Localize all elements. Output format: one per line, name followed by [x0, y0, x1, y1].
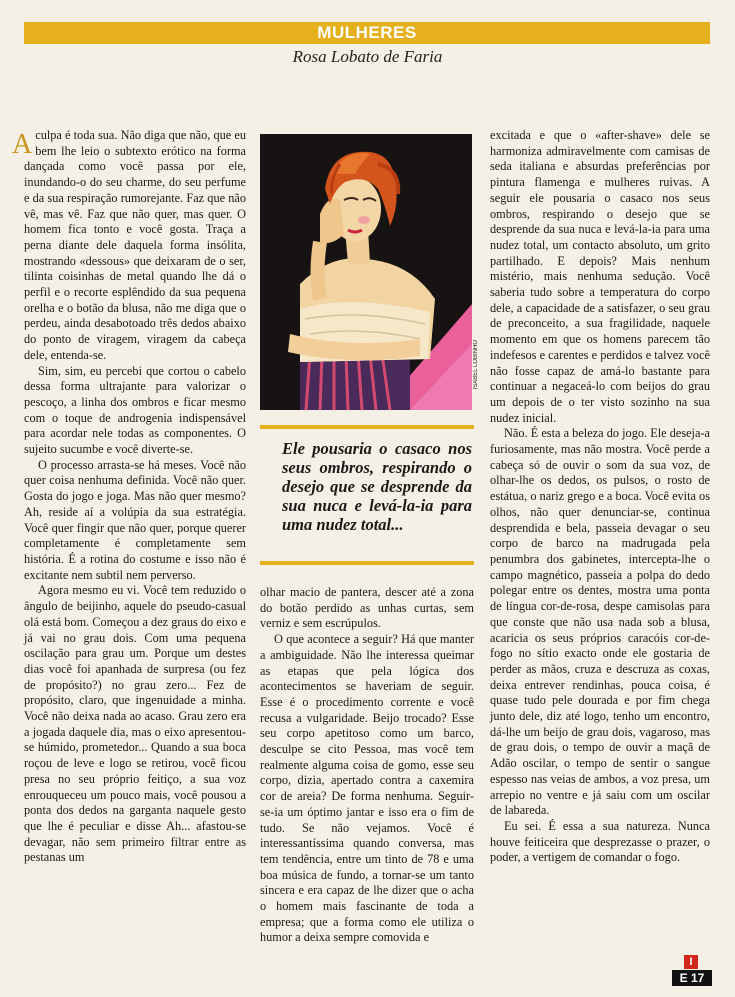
woman-illustration — [260, 134, 472, 410]
paragraph: Agora mesmo eu vi. Você tem reduzido o ângulo de beijinho, aquele do pseudo-casual olá está bom. Começou a dez graus do eixo e já vai no grau dois. Com uma pequena oscilação para grau um. Porque um destes dias você foi apanhada de surpresa (ou fez de propósito?) no grau zero... Fez de propósito, claro, que ingenuidade a minha. Você não deixa nada ao acaso. Grau zero era a jogada daquele dia, mas o eixo apresentou-se húmido, prometedor... Quando a sua boca roçou de leve e logo se retirou, você ficou presa no seu próprio feitiço, a sua voz enrouqueceu um pouco mais, você pousou a ponta dos dedos na garganta naquele gesto que lhe é peculiar e disse Ah... afastou-se devagar, não sem primeiro filtrar entre as pestanas um — [24, 583, 246, 865]
illustration-credit: ISABEL LOBINHO — [473, 340, 479, 390]
drop-cap: A — [12, 129, 33, 160]
paragraph: Não. É esta a beleza do jogo. Ele deseja-a furiosamente, mas não mostra. Você perde a cabeça só de ouvir o som da sua voz, de olhar-lhe os dedos, os pulsos, o rosto de estátua, o nariz grego e a boca. Você evita os olhos, não quer denunciar-se, continua desprendida e bela, passeia devagar o seu corpo de barco na madrugada pela penumbra dos gabinetes, intercepta-lhe o campo magnético, passeia a polpa do dedo polegar entre os dentes, mostra uma ponta de língua cor-de-rosa, despe camisolas para que conste que não usa nada sob a blusa, acaricia os seus próprios caracóis cor-de-fogo no sítio exacto onde ele gostaria de perder as mãos, cruza e descruza as coxas, deixa entrever rendinhas, pouca coisa, é quase tudo pele dourada e por fim chega junto dele, diz até logo, tenho um encontro, dá-lhe um beijo de grau dois, vagaroso, mas de grau dois, o tempo de ouvir a maçã de Adão oscilar, o tempo de sentir o sangue espesso nas veias de ambos, a voz presa, um arrepio no ventre e já saiu com um oscilar de labareda. — [490, 426, 710, 818]
paragraph: O que acontece a seguir? Há que manter a ambiguidade. Não lhe interessa queimar as etapas que pela lógica dos acontecimentos se haveriam de seguir. Esse é o procedimento corrente e você recusa a vulgaridade. Beijo trocado? Esse seu corpo apetitoso como um barco, desculpe se cito Pessoa, mas você tem realmente alguma coisa de gomo, esse seu corpo, dizia, apertado contra a caxemira cor de areia? De forma nenhuma. Seguir-se-ia um óptimo jantar e isso era o fim de tudo. Se não vejamos. Você é interessantíssima quando conversa, mas tem tendência, entre um tinto de 78 e uma boa música de fundo, a tornar-se um tanto sincera e era capaz de lhe dizer que o acha o homem mais fascinante de toda a empresa; que a forma como ele utiliza o humor a deixa sempre comovida e — [260, 632, 474, 945]
section-header-bar — [24, 22, 710, 44]
paragraph: olhar macio de pantera, descer até a zona do botão perdido as unhas curtas, sem verniz e sem escrúpulos. — [260, 585, 474, 631]
author-byline: Rosa Lobato de Faria — [292, 47, 443, 66]
section-title: MULHERES — [317, 23, 417, 42]
page-number: E 17 — [672, 970, 712, 986]
pull-quote-text: Ele pousaria o casaco nos seus ombros, respirando o desejo que se desprende da sua nuca e levá-la-ia para uma nudez total... — [282, 439, 472, 534]
paragraph: excitada e que o «after-shave» dele se harmoniza admiravelmente com camisas de seda italiana e absurdas preferências por pintura flamenga e mulheres ruivas. A seguir ele pousaria o casaco nos seus ombros, respirando o desejo que se desprende da sua nuca e levá-la-ia para uma nudez total, um contacto absoluto, um grito partilhado. E depois? Mais nenhum mistério, mais nenhuma sedução. Você saberia tudo sobre a temperatura do corpo dele, a capacidade de a satisfazer, o seu grau de preconceito, a sua fragilidade, naquele momento em que os homens parecem tão indefesos e carentes e perdidos e talvez você não fosse capaz de amá-lo bastante para continuar a negaceá-lo com beijos do grau um depois de o ter visto sozinho na sua nudez inicial. — [490, 128, 710, 425]
paragraph: Aculpa é toda sua. Não diga que não, que eu bem lhe leio o subtexto erótico na forma dançada como você passa por ele, inundando-o do seu charme, do seu perfume e da sua respiração rumorejante. Faz que não vê, mas vê. Faz que não quer, mas quer. O homem fica tonto e você gosta. Traça a perna diante dele daquela forma insólita, mostrando «dessous» que deixaram de o ser, tilinta coisinhas de metal quando lhe dá o perfil e o recorte esplêndido da sua pequena orelha e o botão da blusa, não me diga que o perdeu, ainda desabotoado três dedos abaixo do ponto de viragem, viragem da cabeça dele, entenda-se. — [12, 128, 246, 362]
article-column-2 — [260, 585, 474, 946]
magazine-logo-icon: I — [684, 955, 698, 969]
article-column-1 — [12, 128, 246, 866]
article-column-3 — [490, 128, 710, 866]
paragraph: Sim, sim, eu percebi que cortou o cabelo dessa forma ultrajante para valorizar o pescoço, a linha dos ombros e ficar mesmo com o toque de androgenia indispensável para acordar nele todas as componentes. O sujeito sucumbe e você diverte-se. — [24, 363, 246, 457]
paragraph: Eu sei. É essa a sua natureza. Nunca houve feiticeira que desprezasse o prazer, o poder, a vertigem de comandar o fogo. — [490, 818, 710, 865]
pull-quote — [260, 425, 474, 565]
paragraph: O processo arrasta-se há meses. Você não quer coisa nenhuma definida. Você não quer. Gosta do jogo e joga. Mas não quer mesmo? Ah, reside aí a volúpia da sua estratégia. Você quer fingir que não quer, porque querer completamente é completamente sem história. É a rotina do costume e isso não é excitante nem subtil nem perverso. — [24, 457, 246, 582]
